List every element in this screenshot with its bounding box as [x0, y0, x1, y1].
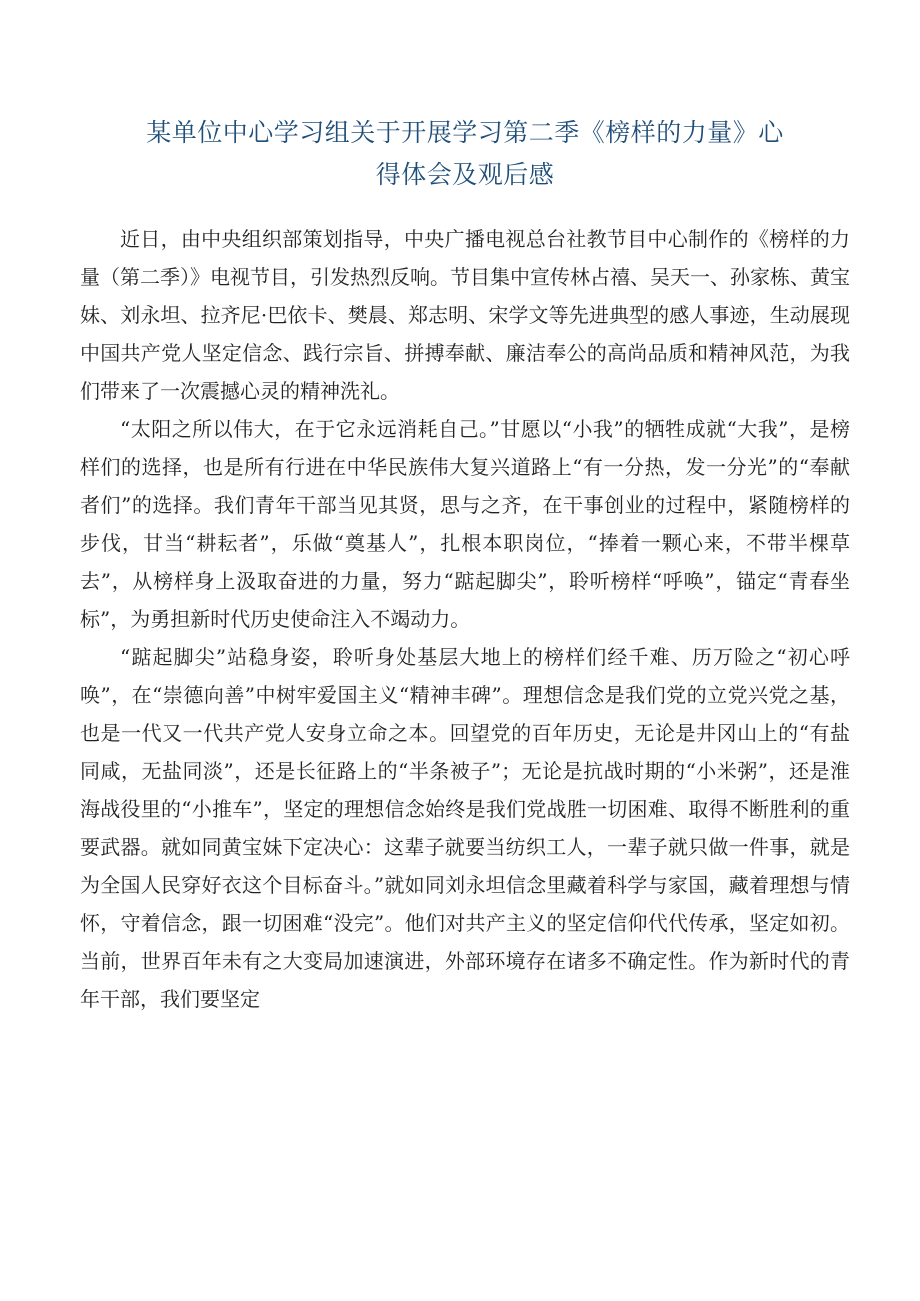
document-title [80, 112, 850, 196]
title-line-1: 某单位中心学习组关于开展学习第二季《榜样的力量》心 [146, 118, 784, 147]
document-body [80, 220, 850, 1018]
title-line-2: 得体会及观后感 [375, 160, 555, 189]
paragraph-1: 近日，由中央组织部策划指导，中央广播电视总台社教节目中心制作的《榜样的力量（第二季）》电视节目，引发热烈反响。节目集中宣传林占禧、吴天一、孙家栋、黄宝妹、刘永坦、拉齐尼·巴依卡、樊晨、郑志明、宋学文等先进典型的感人事迹，生动展现中国共产党人坚定信念、践行宗旨、拼搏奉献、廉洁奉公的高尚品质和精神风范，为我们带来了一次震撼心灵的精神洗礼。 [80, 227, 850, 403]
paragraph-3: “踮起脚尖”站稳身姿，聆听身处基层大地上的榜样们经千难、历万险之“初心呼唤”，在“崇德向善”中树牢爱国主义“精神丰碑”。理想信念是我们党的立党兴党之基，也是一代又一代共产党人安身立命之本。回望党的百年历史，无论是井冈山上的“有盐同咸，无盐同淡”，还是长征路上的“半条被子”；无论是抗战时期的“小米粥”，还是淮海战役里的“小推车”，坚定的理想信念始终是我们党战胜一切困难、取得不断胜利的重要武器。就如同黄宝妹下定决心：这辈子就要当纺织工人，一辈子就只做一件事，就是为全国人民穿好衣这个目标奋斗。”就如同刘永坦信念里藏着科学与家国，藏着理想与情怀，守着信念，跟一切困难“没完”。他们对共产主义的坚定信仰代代传承，坚定如初。当前，世界百年未有之大变局加速演进，外部环境存在诸多不确定性。作为新时代的青年干部，我们要坚定 [80, 645, 850, 1011]
paragraph-2: “太阳之所以伟大，在于它永远消耗自己。”甘愿以“小我”的牺牲成就“大我”，是榜样们的选择，也是所有行进在中华民族伟大复兴道路上“有一分热，发一分光”的“奉献者们”的选择。我们青年干部当见其贤，思与之齐，在干事创业的过程中，紧随榜样的步伐，甘当“耕耘者”，乐做“奠基人”，扎根本职岗位，“捧着一颗心来，不带半棵草去”，从榜样身上汲取奋进的力量，努力“踮起脚尖”，聆听榜样“呼唤”，锚定“青春坐标”，为勇担新时代历史使命注入不竭动力。 [80, 417, 850, 631]
